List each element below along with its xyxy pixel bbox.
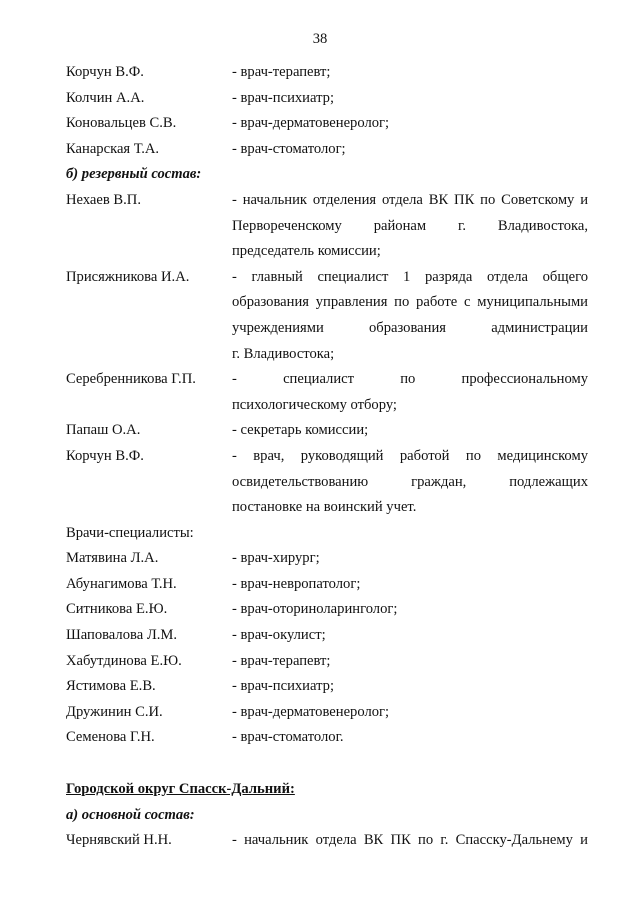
member-row [66, 265, 588, 367]
role-line: Первореченскому районам г. Владивостока, [232, 217, 588, 234]
member-row [66, 188, 588, 265]
member-name: Матявина Л.А. [66, 550, 159, 567]
member-name: Ястимова Е.В. [66, 678, 156, 695]
member-role [232, 418, 588, 444]
member-name: Папаш О.А. [66, 422, 141, 439]
member-role [232, 444, 588, 521]
reserve-heading: б) резервный состав: [66, 166, 202, 183]
member-row [66, 444, 588, 521]
member-name: Колчин А.А. [66, 89, 145, 106]
member-role: - врач-терапевт; [232, 64, 331, 80]
member-name: Серебренникова Г.П. [66, 371, 196, 388]
member-role: - врач-дерматовенеролог; [232, 115, 390, 132]
member-name: Ситникова Е.Ю. [66, 601, 168, 618]
member-name: Коновальцев С.В. [66, 115, 177, 132]
role-line: - начальник отделения отдела ВК ПК по Советскому и [232, 191, 588, 208]
member-name: Хабутдинова Е.Ю. [66, 652, 182, 669]
specialists-label: Врачи-специалисты: [66, 524, 194, 541]
main-composition-heading: а) основной состав: [66, 806, 195, 823]
member-row [66, 700, 588, 726]
member-name: Корчун В.Ф. [66, 447, 144, 464]
member-row [66, 674, 588, 700]
member-role: - врач-оториноларинголог; [232, 601, 398, 618]
member-role: - начальник отдела ВК ПК по г. Спасску-Дальнему и [232, 832, 588, 849]
role-line: - специалист по профессиональному [232, 371, 588, 388]
member-name: Семенова Г.Н. [66, 729, 155, 746]
member-role: - врач-дерматовенеролог; [232, 703, 390, 720]
member-role: - врач-терапевт; [232, 652, 331, 669]
member-row [66, 367, 588, 418]
page-number: 38 [312, 31, 328, 47]
member-row [66, 828, 588, 854]
member-role: - врач-невропатолог; [232, 575, 361, 592]
member-name: Корчун В.Ф. [66, 64, 144, 80]
member-role: - врач-хирург; [232, 550, 320, 567]
member-row [66, 597, 588, 623]
member-row [66, 60, 588, 86]
member-role: - врач-окулист; [232, 627, 326, 644]
member-row [66, 623, 588, 649]
member-role: - врач-психиатр; [232, 89, 334, 106]
role-line: - врач, руководящий работой по медицинскому [232, 447, 588, 464]
member-name: Абунагимова Т.Н. [66, 575, 177, 592]
role-line: учреждениями образования администрации [232, 319, 588, 336]
role-line: постановке на воинский учет. [232, 499, 417, 516]
member-name: Нехаев В.П. [66, 191, 141, 208]
member-role [232, 367, 588, 418]
city-heading: Городской округ Спасск-Дальний: [66, 781, 295, 798]
member-role [232, 188, 588, 265]
member-row [66, 725, 588, 751]
member-row [66, 572, 588, 598]
member-name: Чернявский Н.Н. [66, 832, 172, 849]
member-name: Канарская Т.А. [66, 140, 160, 157]
member-name: Дружинин С.И. [66, 703, 163, 720]
member-row [66, 86, 588, 112]
member-role [232, 265, 588, 367]
member-row [66, 546, 588, 572]
member-role: - врач-стоматолог; [232, 140, 346, 157]
member-name: Шаповалова Л.М. [66, 627, 177, 644]
role-line: председатель комиссии; [232, 243, 381, 260]
member-role: - врач-психиатр; [232, 678, 334, 695]
member-row [66, 111, 588, 137]
document-body [66, 60, 588, 854]
member-row [66, 649, 588, 675]
member-row [66, 137, 588, 163]
member-name: Присяжникова И.А. [66, 268, 190, 285]
role-line: г. Владивостока; [232, 345, 335, 362]
role-line: освидетельствованию граждан, подлежащих [232, 473, 588, 490]
role-line: - главный специалист 1 разряда отдела общего [232, 268, 588, 285]
role-line: психологическому отбору; [232, 396, 397, 413]
role-line: образования управления по работе с муниципальными [232, 294, 588, 311]
member-role: - врач-стоматолог. [232, 729, 344, 746]
role-line: - секретарь комиссии; [232, 422, 369, 439]
member-row [66, 418, 588, 444]
